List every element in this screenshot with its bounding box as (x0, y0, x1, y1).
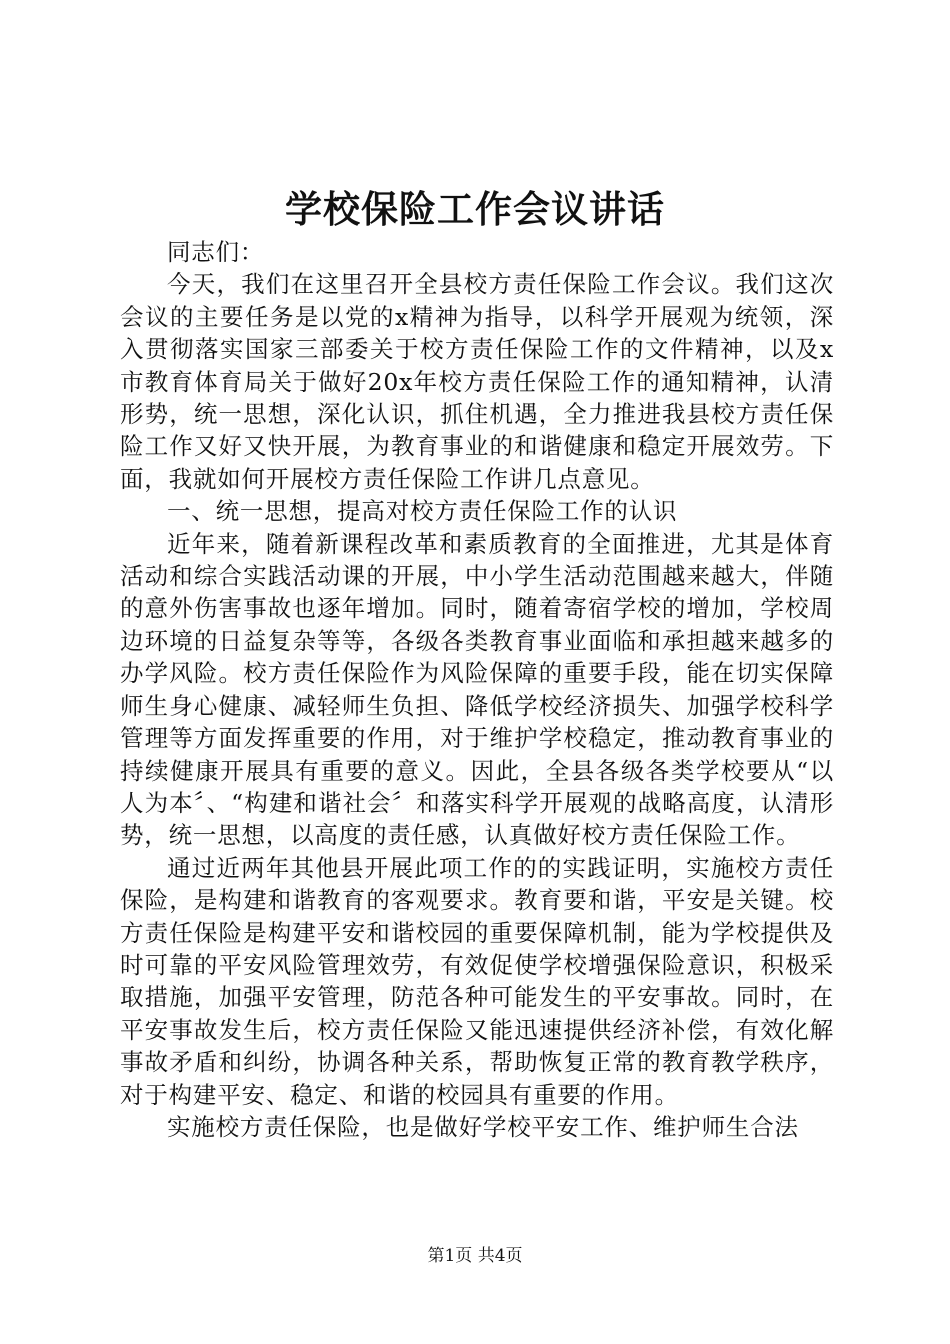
body-paragraph: 今天，我们在这里召开全县校方责任保险工作会议。我们这次会议的主要任务是以党的x精神为指导，以科学开展观为统领，深入贯彻落实国家三部委关于校方责任保险工作的文件精神，以及x市教育体育局关于做好20x年校方责任保险工作的通知精神，认清形势，统一思想，深化认识，抓住机遇，全力推进我县校方责任保险工作又好又快开展，为教育事业的和谐健康和稳定开展效劳。下面，我就如何开展校方责任保险工作讲几点意见。 (120, 270, 834, 493)
section-heading: 一、统一思想，提高对校方责任保险工作的认识 (167, 497, 678, 526)
body-paragraph: 实施校方责任保险，也是做好学校平安工作、维护师生合法 (167, 1112, 799, 1141)
document-body (120, 236, 834, 1143)
body-paragraph: 通过近两年其他县开展此项工作的的实践证明，实施校方责任保险，是构建和谐教育的客观要求。教育要和谐，平安是关键。校方责任保险是构建平安和谐校园的重要保障机制，能为学校提供及时可靠的平安风险管理效劳，有效促使学校增强保险意识，积极采取措施，加强平安管理，防范各种可能发生的平安事故。同时，在平安事故发生后，校方责任保险又能迅速提供经济补偿，有效化解事故矛盾和纠纷，协调各种关系，帮助恢复正常的教育教学秩序，对于构建平安、稳定、和谐的校园具有重要的作用。 (120, 853, 834, 1109)
document-title: 学校保险工作会议讲话 (285, 187, 665, 231)
salutation: 同志们： (167, 238, 265, 266)
body-paragraph: 近年来，随着新课程改革和素质教育的全面推进，尤其是体育活动和综合实践活动课的开展，中小学生活动范围越来越大，伴随的意外伤害事故也逐年增加。同时，随着寄宿学校的增加，学校周边环境的日益复杂等等，各级各类教育事业面临和承担越来越多的办学风险。校方责任保险作为风险保障的重要手段，能在切实保障师生身心健康、减轻师生负担、降低学校经济损失、加强学校科学管理等方面发挥重要的作用，对于维护学校稳定，推动教育事业的持续健康开展具有重要的意义。因此，全县各级各类学校要从“以人为本〞、“构建和谐社会〞和落实科学开展观的战略高度，认清形势，统一思想，以高度的责任感，认真做好校方责任保险工作。 (120, 529, 834, 850)
page-number-footer: 第1页 共4页 (427, 1246, 523, 1266)
